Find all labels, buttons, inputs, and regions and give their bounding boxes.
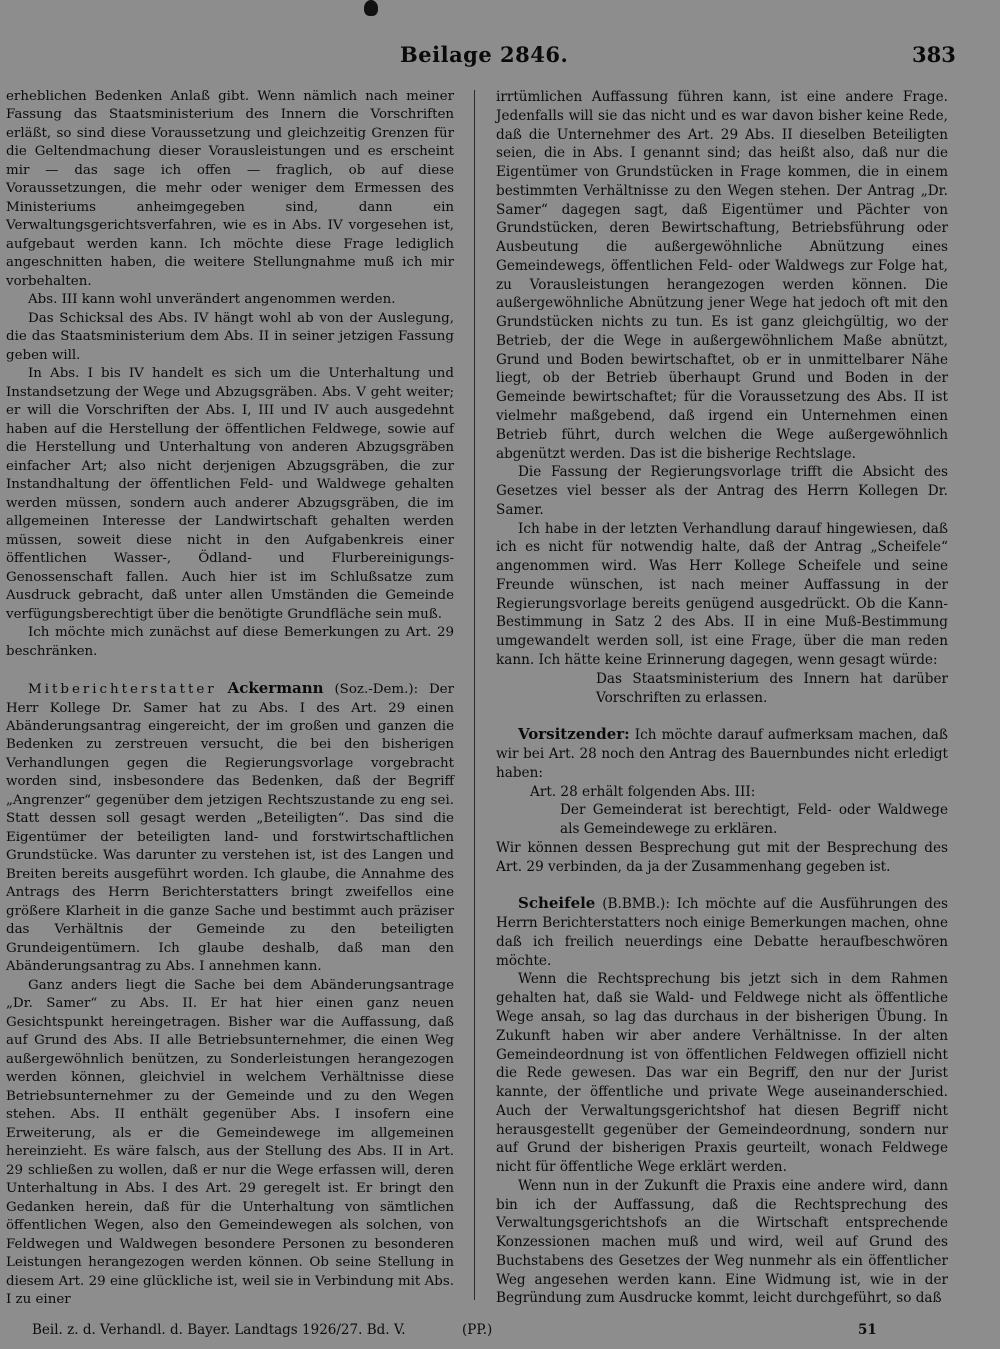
speaker-name: Ackermann xyxy=(227,679,324,698)
paragraph: Abs. III kann wohl unverändert angenommen werden. xyxy=(28,292,396,308)
speech-text: Der Herr Kollege Dr. Samer hat zu Abs. I des Art. 29 einen Abänderungsantrag eingereicht, der im großen und ganzen die Bedenken zu zerstreuen versucht, die bei den bisherigen Verhandlungen gegen die Regierungsvorlage vorgebracht worden sind, insbesondere das Bedenken, daß der Begriff „Angrenzer“ gegenüber dem jetzigen Rechtszustande zu eng sei. Statt dessen soll gesagt werden „Beteiligten“. Das sind die Eigentümer der beteiligten land- und forstwirtschaftlichen Grundstücke. Was darunter zu verstehen ist, ist des Langen und Breiten bereits ausgeführt worden. Ich glaube, die Annahme des Antrags des Herrn Berichterstatters bringt zweifellos eine größere Klarheit in die ganze Sache und bestimmt auch präziser das Verhältnis der Gemeinde zu den beteiligten Grundeigentümern. Ich glaube deshalb, daß man den Abänderungsantrag zu Abs. I annehmen kann. xyxy=(6,682,455,975)
footer-source: Beil. z. d. Verhandl. d. Bayer. Landtags 1926/27. Bd. V. xyxy=(32,1322,406,1338)
speech-text: Ich möchte darauf aufmerksam machen, daß wir bei Art. 28 noch den Antrag des Bauernbundes nicht erledigt haben: xyxy=(496,727,948,781)
amendment-heading: Art. 28 erhält folgenden Abs. III: xyxy=(530,783,756,800)
paragraph: Wenn die Rechtsprechung bis jetzt sich in dem Rahmen gehalten hat, daß sie Wald- und Feldwege nicht als öffentliche Wege ansah, so lag das durchaus in der bisherigen Übung. In Zukunft haben wir aber andere Verhältnisse. In der alten Gemeindeordnung ist von öffentlichen Feldwegen offiziell nicht die Rede gewesen. Das war ein Begriff, den nur der Jurist kannte, der öffentliche und private Wege auseinanderschied. Auch der Verwaltungsgerichtshof hat diesen Begriff nicht herausgestellt gegenüber der Gemeindeordnung, sondern nur auf Grund der bisherigen Praxis geurteilt, wonach Feldwege nicht für öffentliche Wege erklärt werden. xyxy=(496,971,948,1176)
right-column xyxy=(496,88,948,1308)
quoted-text: Das Staatsministerium des Innern hat darüber Vorschriften zu erlassen. xyxy=(596,670,948,706)
speaker-party: (B.BMB.): xyxy=(595,896,670,913)
paragraph: Wir können dessen Besprechung gut mit der Besprechung des Art. 29 verbinden, da ja der Zusammenhang gegeben ist. xyxy=(496,839,948,875)
left-column xyxy=(6,88,454,1309)
paragraph: Die Fassung der Regierungsvorlage trifft die Absicht des Gesetzes viel besser als der Antrag des Herrn Kollegen Dr. Samer. xyxy=(496,464,948,518)
ink-blot xyxy=(364,0,378,16)
paragraph: Ich habe in der letzten Verhandlung darauf hingewiesen, daß ich es nicht für notwendig halte, daß der Antrag „Scheifele“ angenommen wird. Was Herr Kollege Scheifele und seine Freunde wünschen, ist nach meiner Auffassung in der Regierungsvorlage bereits genügend ausgedrückt. Ob die Kann-Bestimmung in Satz 2 des Abs. II in eine Muß-Bestimmung umgewandelt werden soll, ist eine Frage, über die man reden kann. Ich hätte keine Erinnerung dagegen, wenn gesagt würde: xyxy=(496,520,948,668)
page-footer xyxy=(0,1322,1000,1342)
speaker-name: Vorsitzender: xyxy=(518,725,630,744)
footer-mark: (PP.) xyxy=(462,1322,493,1338)
page-header xyxy=(0,42,1000,72)
paragraph: Ich möchte mich zunächst auf diese Bemerkungen zu Art. 29 beschränken. xyxy=(6,625,454,659)
paragraph: erheblichen Bedenken Anlaß gibt. Wenn nämlich nach meiner Fassung das Staatsministerium des Innern die Vorschriften erläßt, so sind diese Voraussetzung und gleichzeitig Grenzen für die Geltendmachung dieser Vorausleistungen und es erscheint mir — das sage ich offen — fraglich, ob auf diese Voraussetzungen, die mehr oder weniger dem Ermessen des Ministeriums anheimgegeben sind, dann ein Verwaltungsgerichtsverfahren, wie es in Abs. IV vorgesehen ist, aufgebaut werden kann. Ich möchte diese Frage lediglich angeschnitten haben, die weitere Stellungnahme muß ich mir vorbehalten. xyxy=(6,89,454,289)
speaker-name: Scheifele xyxy=(518,894,596,913)
speaker-party: (Soz.-Dem.): xyxy=(323,682,419,698)
column-divider xyxy=(474,90,475,1300)
paragraph: Ganz anders liegt die Sache bei dem Abänderungsantrage „Dr. Samer“ zu Abs. II. Er hat hier einen ganz neuen Gesichtspunkt hereingetragen. Bisher war die Auffassung, daß auf Grund des Abs. II alle Betriebsunternehmer, die einen Weg außergewöhnlich benützen, zu Sonderleistungen herangezogen werden können, gleichviel in welchem Verhältnisse diese Betriebsunternehmer zu der Gemeinde und zu den Wegen stehen. Abs. II enthält gegenüber Abs. I insofern eine Erweiterung, als er die Gemeindewege im allgemeinen hereinzieht. Es wäre falsch, aus der Stellung des Abs. II in Art. 29 schließen zu wollen, daß er nur die Wege erfassen will, deren Unterhaltung in Abs. I des Art. 29 geregelt ist. Er bringt den Gedanken herein, daß für die Unterhaltung von sämtlichen öffentlichen Wegen, also den Gemeindewegen als solchen, von Feldwegen und Waldwegen besondere Personen zu besonderen Leistungen herangezogen werden können. Ob seine Stellung in diesem Art. 29 eine glückliche ist, weil sie in Verbindung mit Abs. I zu einer xyxy=(6,977,454,1307)
speaker-paragraph xyxy=(496,894,948,970)
paragraph: Das Schicksal des Abs. IV hängt wohl ab von der Auslegung, die das Staatsministerium dem Abs. II in seiner jetzigen Fassung geben will. xyxy=(6,310,454,363)
speaker-paragraph xyxy=(496,725,948,782)
footer-signature: 51 xyxy=(858,1322,877,1338)
speech-text: Ich möchte auf die Ausführungen des Herrn Berichterstatters noch einige Bemerkungen machen, ohne daß ich freilich neuerdings eine Debatte heraufbeschwören möchte. xyxy=(496,896,948,969)
quoted-text: Der Gemeinderat ist berechtigt, Feld- oder Waldwege als Gemeindewege zu erklären. xyxy=(560,802,948,838)
speaker-paragraph xyxy=(6,679,454,977)
paragraph: Wenn nun in der Zukunft die Praxis eine andere wird, dann bin ich der Auffassung, daß die Rechtsprechung des Verwaltungsgerichtshofs an die Wirtschaft entsprechende Konzessionen machen muß und wird, weil auf Grund des Buchstabens des Gesetzes der Weg nunmehr als ein öffentlicher Weg angesehen werden kann. Eine Widmung ist, wie in der Begründung zum Ausdrucke kommt, leicht durchgeführt, so daß xyxy=(496,1177,948,1307)
page-number: 383 xyxy=(912,42,956,67)
paragraph: irrtümlichen Auffassung führen kann, ist eine andere Frage. Jedenfalls will sie das nicht und es war davon bisher keine Rede, daß die Unternehmer des Art. 29 Abs. II dieselben Beteiligten seien, die in Abs. I genannt sind; das heißt also, daß nur die Eigentümer von Grundstücken in Frage kommen, die in einem bestimmten Verhältnisse zu den Wegen stehen. Der Antrag „Dr. Samer“ dagegen sagt, daß Eigentümer und Pächter von Grundstücken, deren Bewirtschaftung, Betriebsführung oder Ausbeutung die außergewöhnliche Abnützung eines Gemeindewegs, öffentlichen Feld- oder Waldwegs zur Folge hat, zu Vorausleistungen herangezogen werden können. Die außergewöhnliche Abnützung jener Wege hat jedoch oft mit den Grundstücken nichts zu tun. Es ist ganz gleichgültig, wo der Betrieb, der die Wege in außergewöhnlichem Maße abnützt, Grund und Boden bewirtschaftet, ob er in unmittelbarer Nähe liegt, ob der Betrieb überhaupt Grund und Boden in der Gemeinde bewirtschaftet; für die Voraussetzung des Abs. II ist vielmehr maßgebend, daß irgend ein Unternehmen einen Betrieb führt, durch welchen die Wege außergewöhnlich abgenützt werden. Das ist die bisherige Rechtslage. xyxy=(496,89,948,462)
paragraph: In Abs. I bis IV handelt es sich um die Unterhaltung und Instandsetzung der Wege und Abzugsgräben. Abs. V geht weiter; er will die Vorschriften der Abs. I, III und IV auch ausgedehnt haben auf die Herstellung der öffentlichen Feldwege, sowie auf die Herstellung und Unterhaltung von anderen Abzugsgräben einfacher Art; also nicht derjenigen Abzugsgräben, die zur Instandhaltung der öffentlichen Feld- und Waldwege gehalten werden müssen, sondern auch anderer Abzugsgräben, die im allgemeinen Interesse der Landwirtschaft gehalten werden müssen, soweit diese nicht in den Aufgabenkreis einer öffentlichen Wasser-, Ödland- und Flurbereinigungs-Genossenschaft fallen. Auch hier ist im Schlußsatze zum Ausdruck gebracht, daß unter allen Umständen die Gemeinde verfügungsberechtigt über die benötigte Grundfläche sein muß. xyxy=(6,366,454,622)
speaker-role: Mitberichterstatter xyxy=(28,682,217,698)
page-title: Beilage 2846. xyxy=(400,42,569,67)
